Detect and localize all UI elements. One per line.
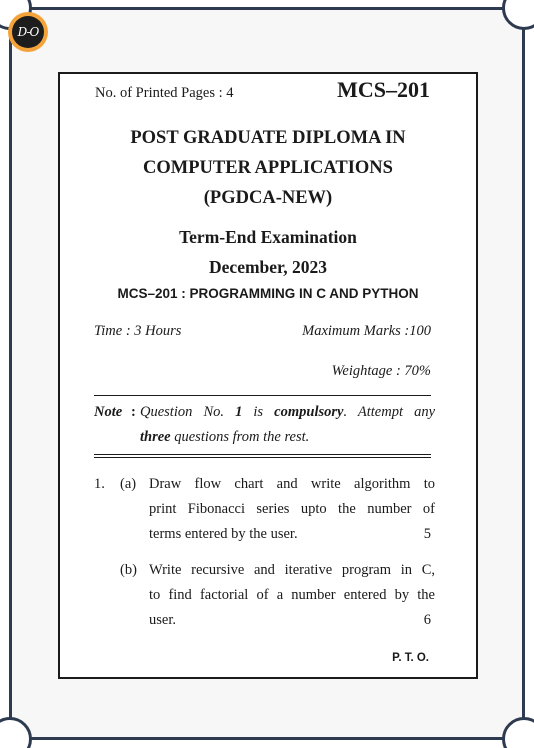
marks-value: 5 xyxy=(423,526,431,542)
course-code: MCS–201 xyxy=(337,77,430,102)
pto-label: P. T. O. xyxy=(392,652,429,664)
part-label: (b) xyxy=(120,562,137,578)
weightage: Weightage : 70% xyxy=(331,363,431,379)
divider-top xyxy=(94,395,431,396)
title-line-2: COMPUTER APPLICATIONS xyxy=(143,158,393,178)
brand-logo xyxy=(8,12,48,52)
time-allowed: Time : 3 Hours xyxy=(94,323,182,339)
note-text: Question No. xyxy=(140,404,236,420)
note-line-2 xyxy=(140,429,309,446)
question-line: terms entered by the user. xyxy=(149,526,298,542)
part-label: (a) xyxy=(120,476,137,492)
question-line: print Fibonacci series upto the number of xyxy=(149,501,435,517)
title-line-1: POST GRADUATE DIPLOMA IN xyxy=(130,128,406,148)
exam-session: December, 2023 xyxy=(209,257,327,277)
title-line-3: (PGDCA-NEW) xyxy=(203,188,333,208)
note-text: questions from the rest. xyxy=(170,429,310,445)
question-number: 1. xyxy=(94,476,105,492)
note-three: three xyxy=(140,429,171,445)
question-line: user. xyxy=(149,612,176,628)
note-label: Note xyxy=(94,404,123,420)
logo-mark: D-O xyxy=(12,16,44,48)
note-compulsory: compulsory xyxy=(274,404,344,420)
corner-bottom-right xyxy=(502,717,534,748)
printed-pages: No. of Printed Pages : 4 xyxy=(95,85,234,101)
maximum-marks: Maximum Marks :100 xyxy=(302,323,431,339)
corner-top-right xyxy=(502,0,534,30)
question-line: Write recursive and iterative program in C, xyxy=(149,562,435,578)
question-line: to find factorial of a number entered by the xyxy=(149,587,435,603)
corner-bottom-left xyxy=(0,717,32,748)
subject-title: MCS–201 : PROGRAMMING IN C AND PYTHON xyxy=(117,286,419,301)
note-line-1 xyxy=(140,404,435,421)
note-colon: : xyxy=(131,404,136,420)
exam-name: Term-End Examination xyxy=(179,227,357,247)
divider-double xyxy=(94,454,431,458)
exam-paper xyxy=(58,72,478,679)
note-text: is xyxy=(242,404,275,420)
marks-value: 6 xyxy=(423,612,431,628)
note-question-number: 1 xyxy=(235,404,243,420)
note-text: . Attempt any xyxy=(343,404,436,420)
question-line: Draw flow chart and write algorithm to xyxy=(149,476,435,492)
